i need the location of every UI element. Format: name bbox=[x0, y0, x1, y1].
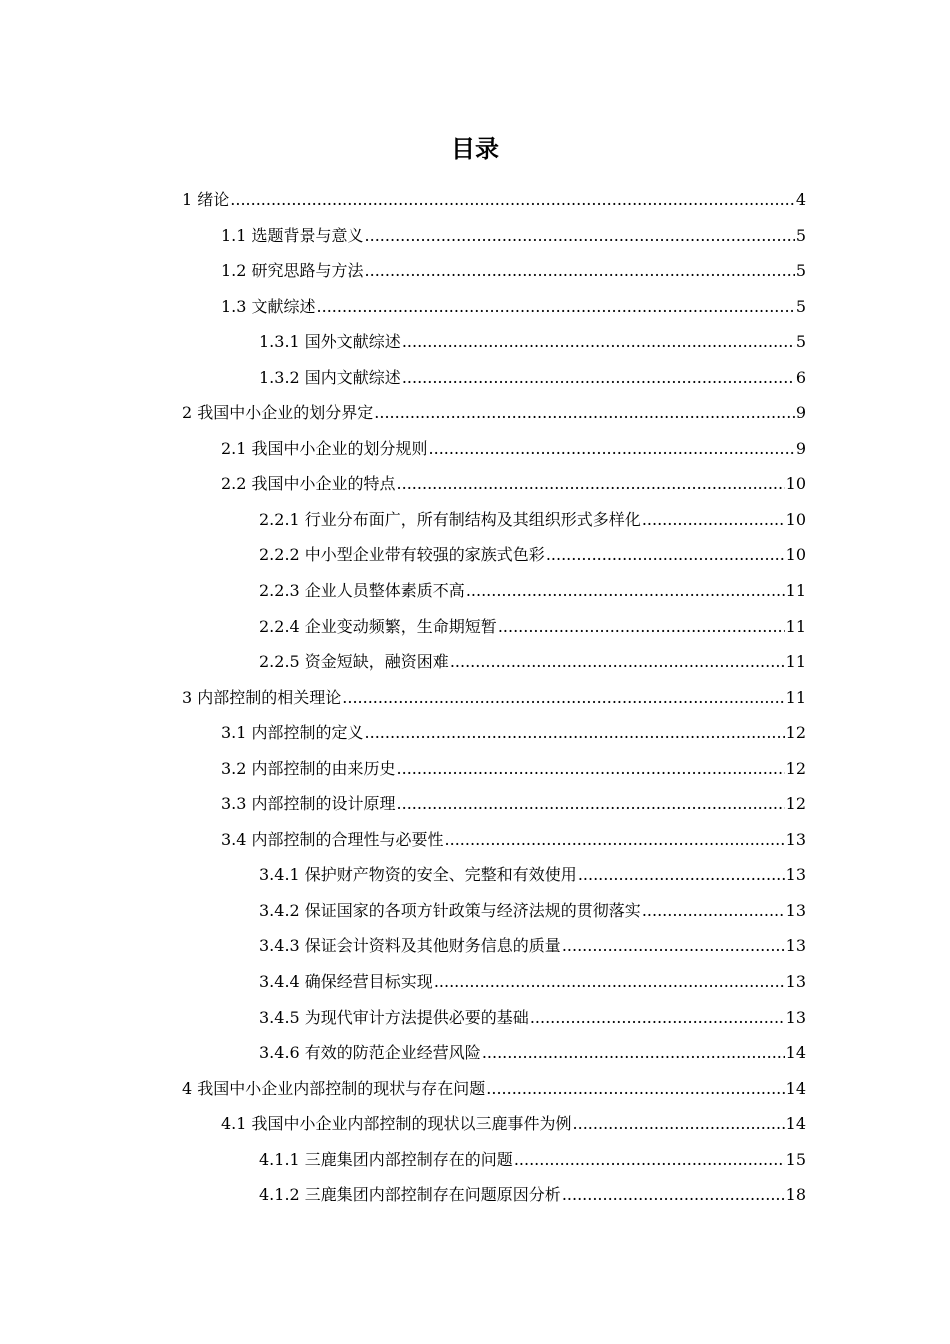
toc-entry-label: 2.2.3 企业人员整体素质不高 bbox=[259, 581, 465, 601]
toc-entry[interactable] bbox=[182, 466, 806, 502]
toc-entry-label: 1 绪论 bbox=[182, 190, 230, 209]
toc-dot-leader bbox=[365, 715, 785, 751]
toc-dot-leader bbox=[402, 360, 795, 396]
toc-page-number: 10 bbox=[785, 474, 806, 494]
toc-dot-leader bbox=[450, 644, 785, 680]
toc-page-number: 9 bbox=[795, 403, 806, 423]
toc-entry[interactable] bbox=[182, 1142, 806, 1178]
toc-entry-label: 3 内部控制的相关理论 bbox=[182, 687, 342, 707]
toc-entry-label: 3.4.6 有效的防范企业经营风险 bbox=[259, 1043, 481, 1063]
toc-page-number: 6 bbox=[795, 367, 806, 387]
toc-entry-label: 3.4.3 保证会计资料及其他财务信息的质量 bbox=[259, 936, 561, 956]
toc-entry-label: 4.1.1 三鹿集团内部控制存在的问题 bbox=[259, 1149, 513, 1169]
toc-dot-leader bbox=[486, 1071, 784, 1107]
toc-page-number: 5 bbox=[795, 225, 806, 245]
toc-page-number: 13 bbox=[785, 1007, 806, 1027]
toc-entry-label: 1.3.2 国内文献综述 bbox=[259, 367, 401, 387]
toc-dot-leader bbox=[578, 857, 785, 893]
toc-dot-leader bbox=[317, 289, 795, 325]
toc-entry[interactable] bbox=[182, 537, 806, 573]
toc-entry-label: 3.2 内部控制的由来历史 bbox=[221, 758, 396, 778]
toc-entry[interactable] bbox=[182, 786, 806, 822]
toc-page-number: 5 bbox=[795, 296, 806, 316]
table-of-contents bbox=[182, 182, 806, 1213]
toc-page-number: 13 bbox=[785, 900, 806, 920]
toc-dot-leader bbox=[397, 466, 785, 502]
toc-entry[interactable] bbox=[182, 1035, 806, 1071]
toc-entry-label: 3.3 内部控制的设计原理 bbox=[221, 794, 396, 814]
toc-dot-leader bbox=[642, 502, 785, 538]
toc-entry-label: 3.4.4 确保经营目标实现 bbox=[259, 972, 433, 992]
toc-page-number: 13 bbox=[785, 865, 806, 885]
toc-dot-leader bbox=[434, 964, 785, 1000]
toc-entry-label: 2.2.4 企业变动频繁，生命期短暂 bbox=[259, 616, 497, 636]
toc-dot-leader bbox=[562, 1177, 785, 1213]
toc-page-number: 13 bbox=[785, 972, 806, 992]
toc-page-number: 5 bbox=[795, 332, 806, 352]
toc-page-number: 11 bbox=[785, 687, 806, 707]
toc-entry[interactable] bbox=[182, 857, 806, 893]
toc-entry-label: 1.3 文献综述 bbox=[221, 296, 316, 316]
toc-dot-leader bbox=[530, 1000, 785, 1036]
toc-entry[interactable] bbox=[182, 644, 806, 680]
toc-page-number: 18 bbox=[785, 1185, 806, 1205]
toc-dot-leader bbox=[466, 573, 785, 609]
toc-page-number: 5 bbox=[795, 261, 806, 281]
toc-entry[interactable] bbox=[182, 1071, 806, 1107]
toc-dot-leader bbox=[365, 218, 795, 254]
toc-dot-leader bbox=[642, 893, 785, 929]
toc-page-number: 4 bbox=[795, 190, 806, 209]
toc-entry[interactable] bbox=[182, 1106, 806, 1142]
toc-entry-label: 2.2.1 行业分布面广，所有制结构及其组织形式多样化 bbox=[259, 509, 641, 529]
toc-dot-leader bbox=[342, 680, 784, 716]
toc-dot-leader bbox=[514, 1142, 785, 1178]
toc-entry[interactable] bbox=[182, 928, 806, 964]
toc-page-number: 13 bbox=[785, 829, 806, 849]
toc-entry[interactable] bbox=[182, 609, 806, 645]
toc-entry[interactable] bbox=[182, 715, 806, 751]
toc-page-number: 10 bbox=[785, 509, 806, 529]
toc-entry-label: 4.1 我国中小企业内部控制的现状以三鹿事件为例 bbox=[221, 1114, 572, 1134]
toc-entry[interactable] bbox=[182, 253, 806, 289]
toc-entry[interactable] bbox=[182, 360, 806, 396]
toc-entry[interactable] bbox=[182, 964, 806, 1000]
toc-entry[interactable] bbox=[182, 893, 806, 929]
toc-page-number: 11 bbox=[785, 652, 806, 672]
toc-entry-label: 3.4 内部控制的合理性与必要性 bbox=[221, 829, 444, 849]
toc-page-number: 13 bbox=[785, 936, 806, 956]
toc-entry-label: 1.2 研究思路与方法 bbox=[221, 261, 364, 281]
toc-entry[interactable] bbox=[182, 573, 806, 609]
toc-entry[interactable] bbox=[182, 431, 806, 467]
toc-entry[interactable] bbox=[182, 289, 806, 325]
toc-dot-leader bbox=[429, 431, 795, 467]
toc-page-number: 12 bbox=[785, 758, 806, 778]
toc-entry[interactable] bbox=[182, 395, 806, 431]
page-title: 目录 bbox=[451, 135, 499, 163]
toc-page-number: 14 bbox=[785, 1078, 806, 1098]
toc-page-number: 12 bbox=[785, 794, 806, 814]
toc-dot-leader bbox=[498, 609, 785, 645]
toc-dot-leader bbox=[562, 928, 785, 964]
toc-entry[interactable] bbox=[182, 1000, 806, 1036]
toc-entry[interactable] bbox=[182, 502, 806, 538]
toc-entry-label: 2.1 我国中小企业的划分规则 bbox=[221, 438, 428, 458]
toc-dot-leader bbox=[374, 395, 795, 431]
toc-page-number: 14 bbox=[785, 1114, 806, 1134]
toc-dot-leader bbox=[402, 324, 795, 360]
toc-entry-label: 1.1 选题背景与意义 bbox=[221, 225, 364, 245]
toc-entry[interactable] bbox=[182, 822, 806, 858]
toc-entry[interactable] bbox=[182, 182, 806, 218]
toc-entry-label: 3.1 内部控制的定义 bbox=[221, 723, 364, 743]
toc-page-number: 14 bbox=[785, 1043, 806, 1063]
toc-entry-label: 3.4.2 保证国家的各项方针政策与经济法规的贯彻落实 bbox=[259, 900, 641, 920]
toc-entry-label: 2.2 我国中小企业的特点 bbox=[221, 474, 396, 494]
toc-dot-leader bbox=[482, 1035, 785, 1071]
toc-entry-label: 2 我国中小企业的划分界定 bbox=[182, 403, 374, 423]
toc-entry[interactable] bbox=[182, 680, 806, 716]
toc-entry-label: 4.1.2 三鹿集团内部控制存在问题原因分析 bbox=[259, 1185, 561, 1205]
toc-entry-label: 4 我国中小企业内部控制的现状与存在问题 bbox=[182, 1078, 486, 1098]
toc-entry-label: 3.4.1 保护财产物资的安全、完整和有效使用 bbox=[259, 865, 577, 885]
toc-entry[interactable] bbox=[182, 751, 806, 787]
toc-dot-leader bbox=[230, 182, 795, 218]
toc-entry[interactable] bbox=[182, 1177, 806, 1213]
toc-dot-leader bbox=[573, 1106, 785, 1142]
toc-page-number: 9 bbox=[795, 438, 806, 458]
toc-dot-leader bbox=[397, 751, 785, 787]
toc-entry-label: 1.3.1 国外文献综述 bbox=[259, 332, 401, 352]
toc-dot-leader bbox=[365, 253, 795, 289]
toc-page-number: 15 bbox=[785, 1149, 806, 1169]
toc-page-number: 11 bbox=[785, 616, 806, 636]
toc-page-number: 11 bbox=[785, 581, 806, 601]
toc-entry[interactable] bbox=[182, 324, 806, 360]
toc-entry-label: 2.2.5 资金短缺，融资困难 bbox=[259, 652, 449, 672]
toc-entry-label: 2.2.2 中小型企业带有较强的家族式色彩 bbox=[259, 545, 545, 565]
toc-page-number: 12 bbox=[785, 723, 806, 743]
toc-dot-leader bbox=[397, 786, 785, 822]
toc-page-number: 10 bbox=[785, 545, 806, 565]
toc-dot-leader bbox=[445, 822, 785, 858]
toc-dot-leader bbox=[546, 537, 785, 573]
toc-entry-label: 3.4.5 为现代审计方法提供必要的基础 bbox=[259, 1007, 529, 1027]
toc-entry[interactable] bbox=[182, 218, 806, 254]
